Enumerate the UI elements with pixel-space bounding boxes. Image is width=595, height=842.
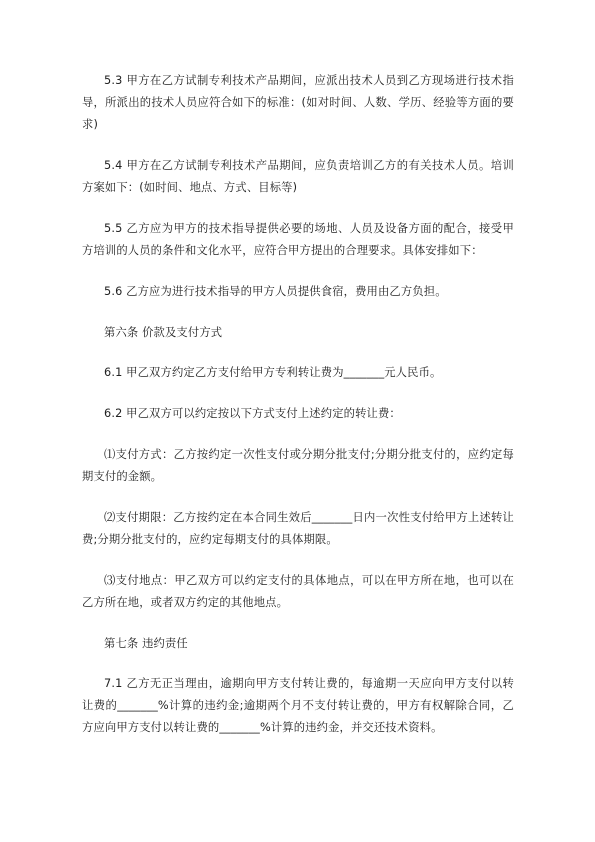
clause-6-2-item-2: ⑵支付期限：乙方按约定在本合同生效后_______日内一次性支付给甲方上述转让费;分期分批支付的，应约定每期支付的具体期限。 xyxy=(82,511,514,546)
clause-5-6: 5.6 乙方应为进行技术指导的甲方人员提供食宿，费用由乙方负担。 xyxy=(104,285,447,298)
clause-6-1: 6.1 甲乙双方约定乙方支付给甲方专利转让费为_______元人民币。 xyxy=(104,366,442,379)
article-6-heading: 第六条 价款及支付方式 xyxy=(104,326,223,339)
document-body xyxy=(82,70,514,758)
clause-6-2: 6.2 甲乙双方可以约定按以下方式支付上述约定的转让费： xyxy=(104,407,401,420)
article-7-heading: 第七条 违约责任 xyxy=(104,637,188,650)
clause-5-3: 5.3 甲方在乙方试制专利技术产品期间，应派出技术人员到乙方现场进行技术指导，所派出的技术人员应符合如下的标准：(如对时间、人数、学历、经验等方面的要求) xyxy=(82,74,514,131)
clause-6-2-item-3: ⑶支付地点：甲乙双方可以约定支付的具体地点，可以在甲方所在地，也可以在乙方所在地，或者双方约定的其他地点。 xyxy=(82,574,514,609)
clause-7-1: 7.1 乙方无正当理由，逾期向甲方支付转让费的，每逾期一天应向甲方支付以转让费的_______%计算的违约金;逾期两个月不支付转让费的，甲方有权解除合同，乙方应向甲方支付以转让费的_______%计算的违约金，并交还技术资料。 xyxy=(82,677,514,734)
clause-6-2-item-1: ⑴支付方式：乙方按约定一次性支付或分期分批支付;分期分批支付的，应约定每期支付的金额。 xyxy=(82,448,514,483)
clause-5-4: 5.4 甲方在乙方试制专利技术产品期间，应负责培训乙方的有关技术人员。培训方案如下：(如时间、地点、方式、目标等) xyxy=(82,159,514,194)
clause-5-5: 5.5 乙方应为甲方的技术指导提供必要的场地、人员及设备方面的配合，接受甲方培训的人员的条件和文化水平，应符合甲方提出的合理要求。具体安排如下： xyxy=(82,222,514,257)
